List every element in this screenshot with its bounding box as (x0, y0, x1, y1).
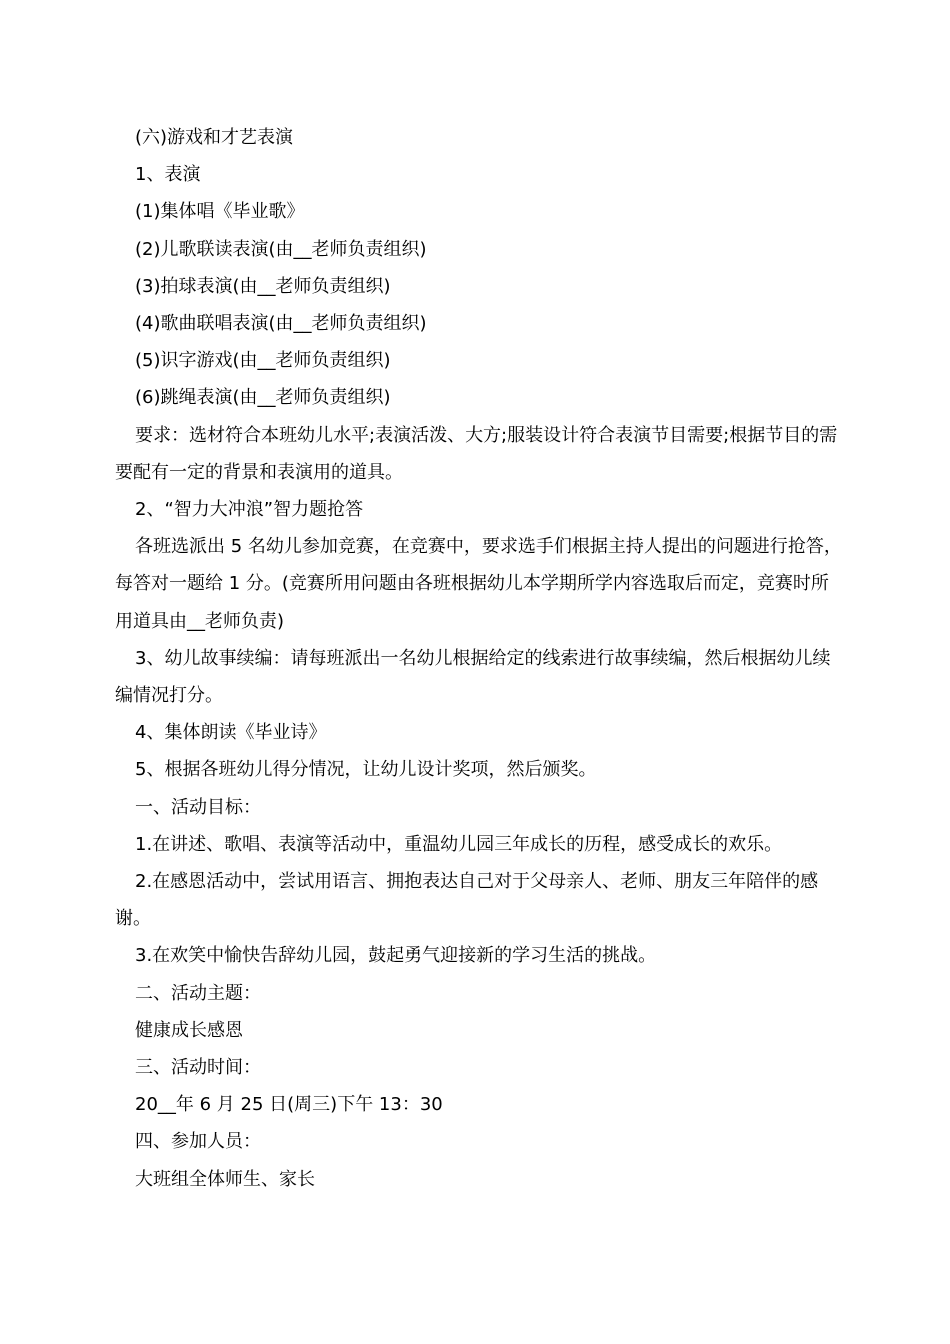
section-heading-goals: 一、活动目标： (135, 796, 261, 818)
list-item: (1)集体唱《毕业歌》 (135, 201, 305, 223)
item-story: 3、幼儿故事续编：请每班派出一名幼儿根据给定的线索进行故事续编，然后根据幼儿续编情况打分。 (115, 647, 831, 707)
goal-item: 1.在讲述、歌唱、表演等活动中，重温幼儿园三年成长的历程，感受成长的欢乐。 (135, 833, 783, 855)
document-body (115, 119, 845, 1198)
list-item: (2)儿歌联读表演(由__老师负责组织) (135, 238, 427, 260)
list-item: (3)拍球表演(由__老师负责组织) (135, 275, 391, 297)
item-quiz: 2、“智力大冲浪”智力题抢答 (135, 499, 364, 521)
theme-text: 健康成长感恩 (135, 1019, 243, 1041)
item-performance: 1、表演 (135, 164, 201, 186)
goal-item: 2.在感恩活动中，尝试用语言、拥抱表达自己对于父母亲人、老师、朋友三年陪伴的感谢。 (115, 871, 819, 930)
requirements-paragraph: 要求：选材符合本班幼儿水平;表演活泼、大方;服装设计符合表演节目需要;根据节目的需要配有一定的背景和表演用的道具。 (115, 424, 838, 483)
section-heading-time: 三、活动时间： (135, 1057, 261, 1079)
item-recitation: 4、集体朗读《毕业诗》 (135, 722, 327, 744)
list-item: (5)识字游戏(由__老师负责组织) (135, 350, 391, 372)
list-item: (4)歌曲联唱表演(由__老师负责组织) (135, 313, 427, 335)
participants-text: 大班组全体师生、家长 (135, 1168, 315, 1190)
quiz-description: 各班选派出 5 名幼儿参加竞赛，在竞赛中，要求选手们根据主持人提出的问题进行抢答，每答对一题给 1 分。(竞赛所用问题由各班根据幼儿本学期所学内容选取后而定，竞赛时所用道具由__老师负责) (115, 536, 842, 632)
time-text: 20__年 6 月 25 日(周三)下午 13：30 (135, 1094, 443, 1116)
section-heading-theme: 二、活动主题： (135, 982, 261, 1004)
item-awards: 5、根据各班幼儿得分情况，让幼儿设计奖项，然后颁奖。 (135, 759, 597, 781)
section-heading-games: (六)游戏和才艺表演 (135, 127, 294, 148)
list-item: (6)跳绳表演(由__老师负责组织) (135, 387, 391, 409)
goal-item: 3.在欢笑中愉快告辞幼儿园，鼓起勇气迎接新的学习生活的挑战。 (135, 945, 657, 967)
section-heading-participants: 四、参加人员： (135, 1131, 261, 1153)
